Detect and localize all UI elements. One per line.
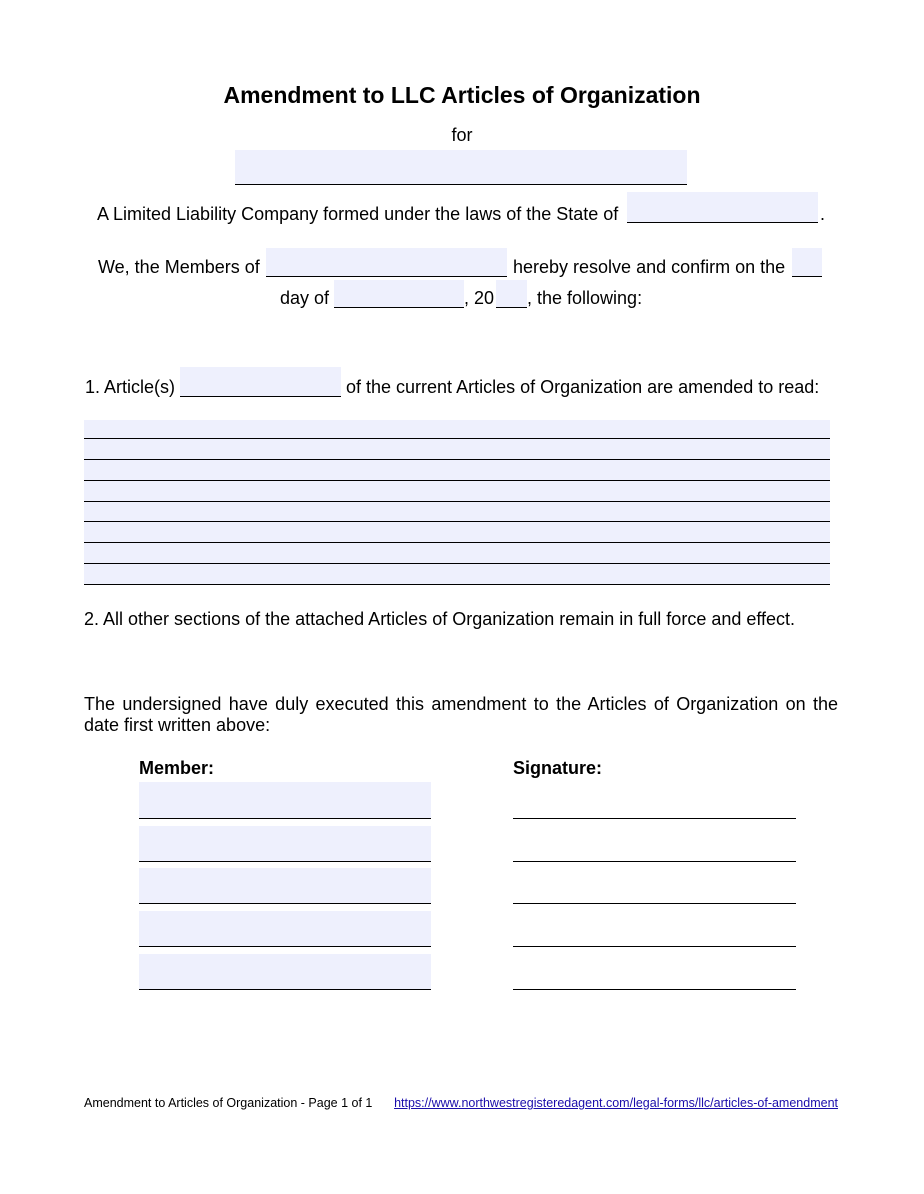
ruled-line: [84, 480, 830, 481]
member-field[interactable]: [139, 826, 431, 862]
year-prefix: , 20: [464, 288, 495, 308]
signature-line[interactable]: [513, 839, 796, 862]
day-of-label: day of: [280, 288, 330, 308]
resolve-text: hereby resolve and confirm on the: [513, 257, 786, 277]
for-label: for: [451, 125, 473, 145]
ruled-line: [84, 584, 830, 585]
signature-line[interactable]: [513, 924, 796, 947]
state-field[interactable]: [627, 192, 818, 223]
signature-line[interactable]: [513, 967, 796, 990]
year-field[interactable]: [496, 280, 527, 308]
signature-line[interactable]: [513, 796, 796, 819]
footer-url-link[interactable]: https://www.northwestregisteredagent.com/legal-forms/llc/articles-of-amendment: [394, 1096, 838, 1110]
article-after-text: of the current Articles of Organization are amended to read:: [346, 377, 820, 397]
day-field[interactable]: [792, 248, 822, 277]
ruled-line: [84, 542, 830, 543]
ruled-line: [84, 438, 830, 439]
executed-text: The undersigned have duly executed this amendment to the Articles of Organization on the date first written above:: [84, 694, 838, 735]
ruled-line: [84, 501, 830, 502]
ruled-line: [84, 521, 830, 522]
clause-2: 2. All other sections of the attached Articles of Organization remain in full force and effect.: [84, 609, 796, 629]
ruled-line: [84, 459, 830, 460]
ruled-line: [84, 563, 830, 564]
member-field[interactable]: [139, 954, 431, 990]
signature-line[interactable]: [513, 881, 796, 904]
member-field[interactable]: [139, 911, 431, 947]
article-label: 1. Article(s): [85, 377, 176, 397]
member-header: Member:: [139, 758, 215, 778]
state-period: .: [820, 204, 826, 224]
members-of-field[interactable]: [266, 248, 507, 277]
document-title: Amendment to LLC Articles of Organization: [223, 82, 701, 108]
signature-header: Signature:: [513, 758, 603, 778]
month-field[interactable]: [334, 280, 464, 308]
members-of-label: We, the Members of: [98, 257, 260, 277]
following-text: , the following:: [527, 288, 643, 308]
state-sentence: A Limited Liability Company formed under the laws of the State of: [97, 204, 619, 224]
article-number-field[interactable]: [180, 367, 341, 397]
company-name-field[interactable]: [235, 150, 687, 185]
footer-page-label: Amendment to Articles of Organization - Page 1 of 1: [84, 1096, 373, 1110]
member-field[interactable]: [139, 782, 431, 819]
amendment-text-area[interactable]: [84, 420, 830, 585]
member-field[interactable]: [139, 868, 431, 904]
